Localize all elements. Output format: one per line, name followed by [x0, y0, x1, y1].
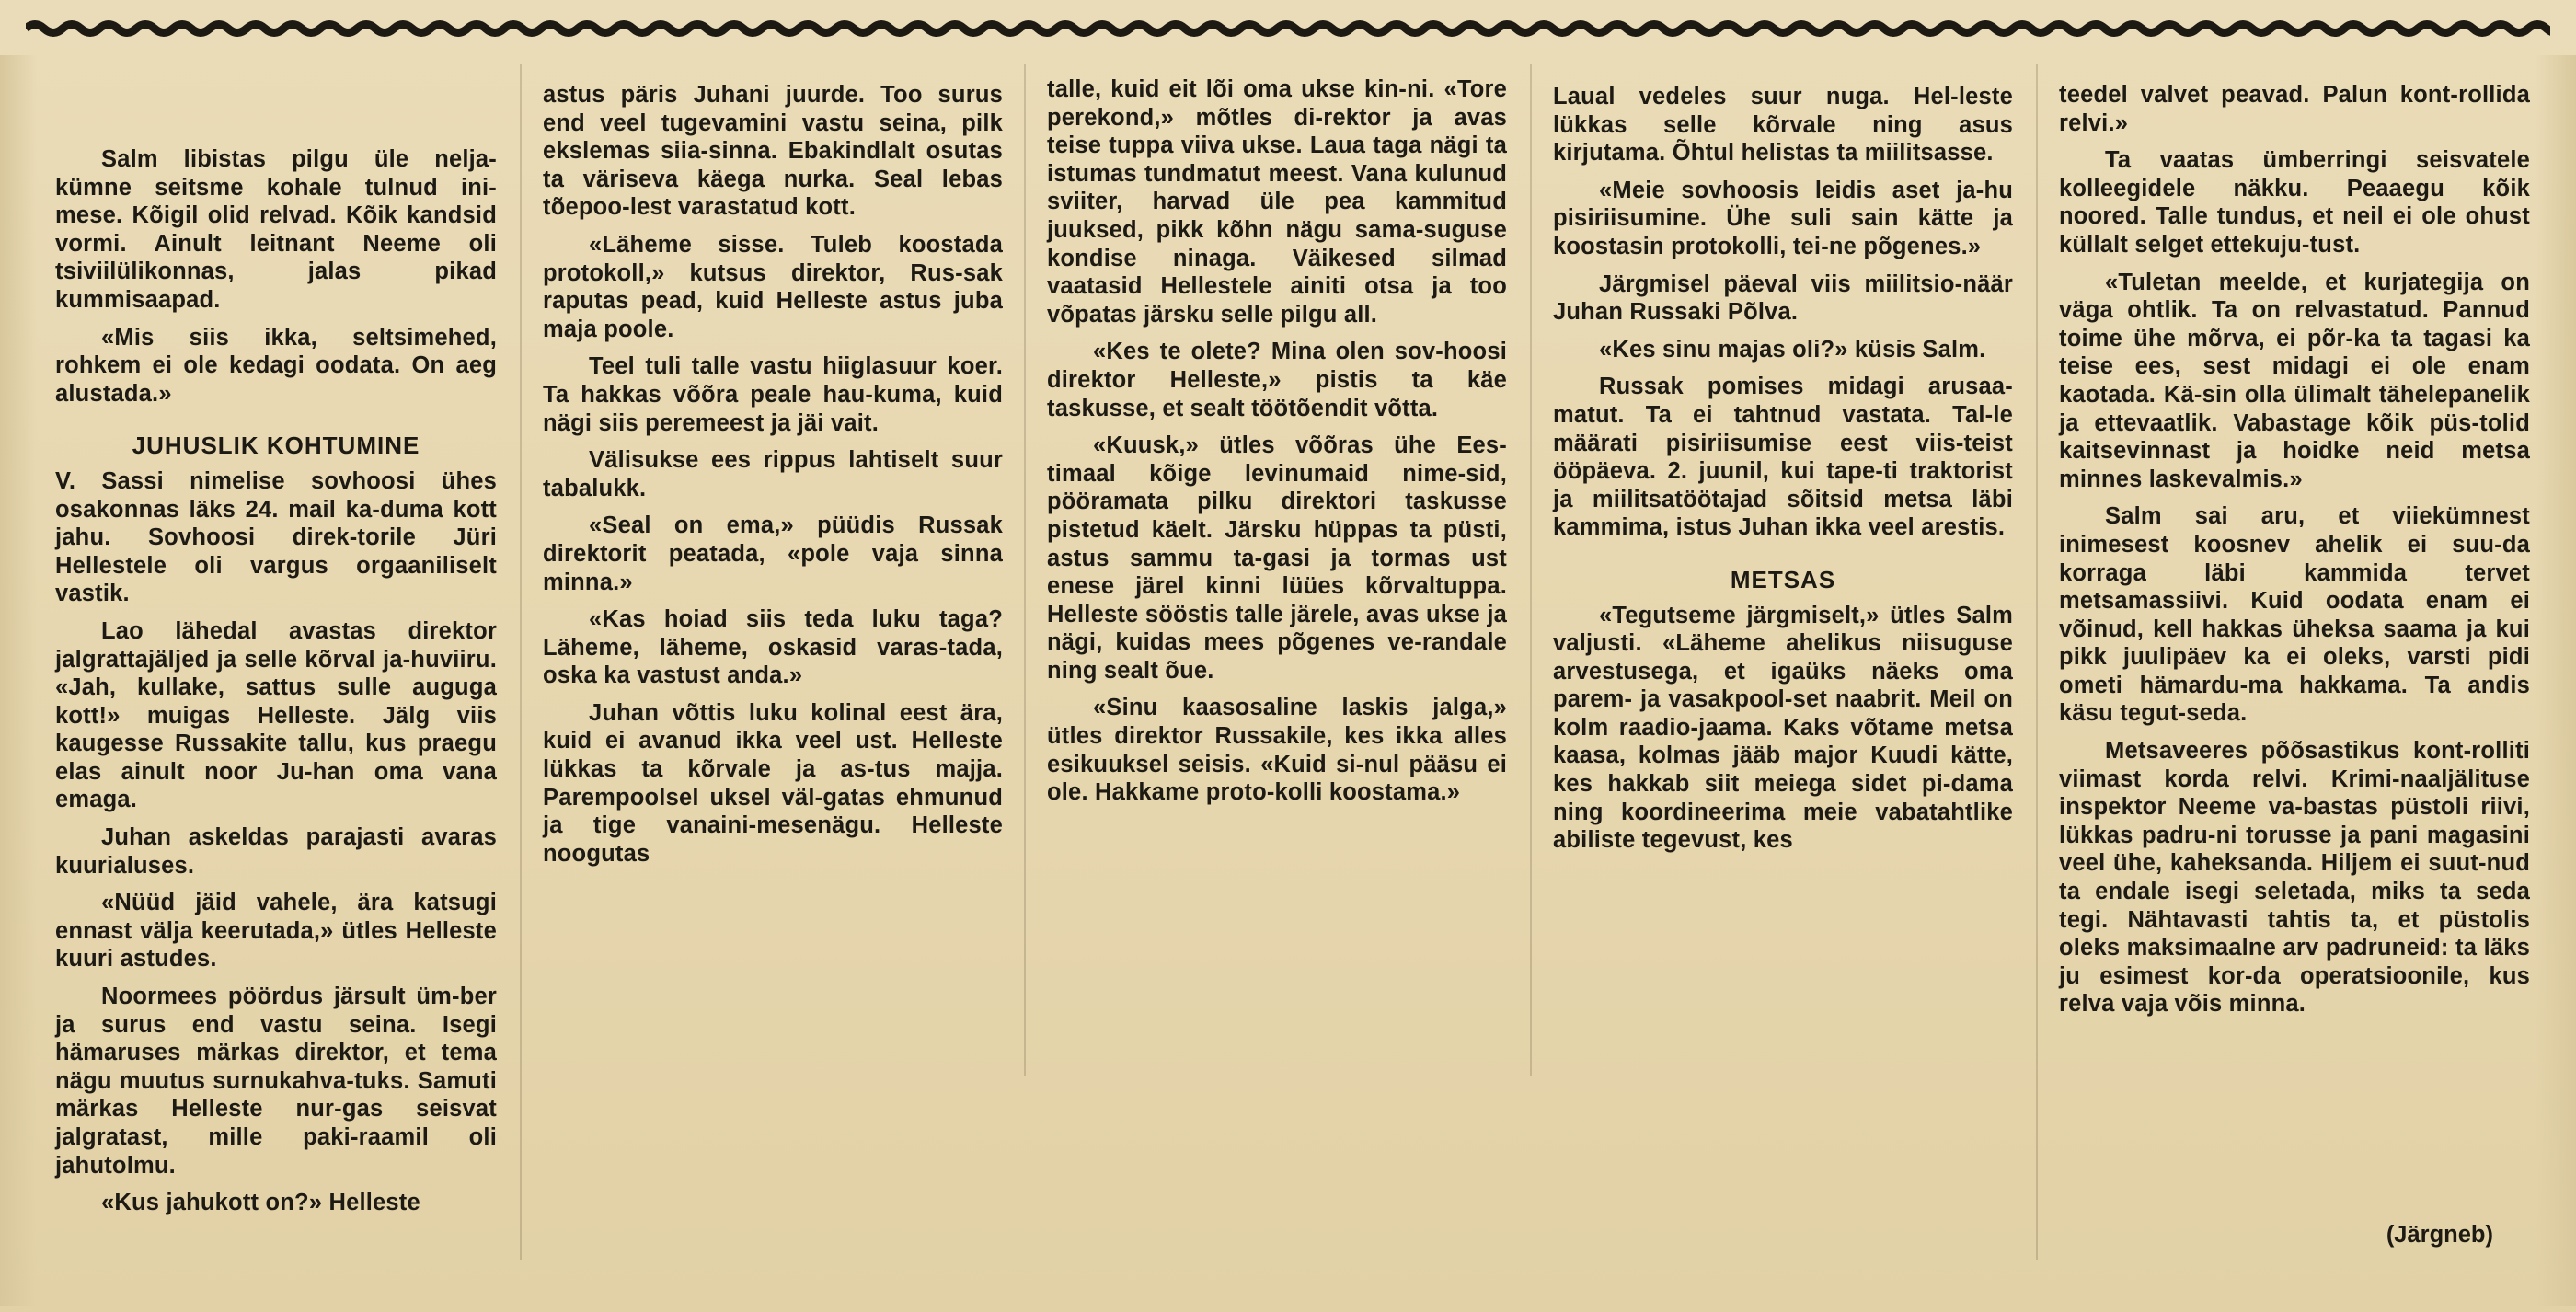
- section-heading: METSAS: [1730, 565, 1836, 593]
- decorative-wave-border: [26, 13, 2550, 44]
- paragraph: Teel tuli talle vastu hiiglasuur koer. Ta hakkas võõra peale hau-kuma, kuid nägi siis peremeest ja jäi vait.: [543, 353, 1003, 436]
- paragraph: teedel valvet peavad. Palun kont-rollida relvi.»: [2059, 82, 2530, 136]
- page-edge-left: [0, 55, 37, 1306]
- paragraph: «Kuusk,» ütles võõras ühe Ees-timaal kõige levinumaid nime-sid, pööramata pilku direktori taskusse pistetud käelt. Järsku hüppas ta püsti, astus sammu ta-gasi ja tormas ust enese järel kinni lüües kõrvaltuppa. Helleste sööstis talle järele, avas ukse ja nägi, kuidas mees põgenes ve-randale ning sealt õue.: [1047, 432, 1507, 684]
- paragraph: «Kus jahukott on?» Helleste: [101, 1190, 420, 1216]
- page-edge-right: [2536, 55, 2576, 1306]
- paragraph: Salm libistas pilgu üle nelja-kümne seitsme kohale tulnud ini-mese. Kõigil olid relvad. Kõik kandsid vormi. Ainult leitnant Neeme oli tsiviilülikonnas, jalas pikad kummisaapad.: [55, 146, 497, 313]
- paragraph: astus päris Juhani juurde. Too surus end veel tugevamini vastu seina, pilk ekslemas siia-sinna. Ebakindlalt osutas ta väriseva käega nurka. Seal lebas tõepoo-lest varastatud kott.: [543, 82, 1003, 221]
- paragraph: «Mis siis ikka, seltsimehed, rohkem ei ole kedagi oodata. On aeg alustada.»: [55, 324, 497, 407]
- paragraph: «Tegutseme järgmiselt,» ütles Salm valjusti. «Läheme ahelikus niisuguse arvestusega, et igaüks näeks oma parem- ja vasakpool-set naabrit. Meil on kolm raadio-jaama. Kaks võtame metsa kaasa, kolmas jääb major Kuudi kätte, kes hakkab siit meiega sidet pi-dama ning koordineerima meie vabatahtlike abiliste tegevust, kes: [1553, 602, 2013, 854]
- column-rule: [1024, 64, 1026, 1076]
- paragraph: Metsaveeres põõsastikus kont-rolliti viimast korda relvi. Krimi-naaljälituse inspektor Neeme va-bastas püstoli riivi, lükkas padru-ni torusse ja pani magasini veel ühe, kaheksanda. Hiljem ei suut-nud ta endale isegi seletada, miks ta seda tegi. Nähtavasti tahtis ta, et püstolis oleks maksimaalne arv padruneid: ta läks ju esimest kor-da operatsioonile, kus relva vaja võis minna.: [2059, 738, 2530, 1018]
- to-be-continued-note: (Järgneb): [2386, 1222, 2493, 1248]
- paragraph: «Kas hoiad siis teda luku taga? Läheme, läheme, oskasid varas-tada, oska ka vastust anda.»: [543, 606, 1003, 689]
- column-3: [1047, 75, 1507, 816]
- paragraph: Järgmisel päeval viis miilitsio-näär Juhan Russaki Põlva.: [1553, 270, 2013, 326]
- paragraph: Salm sai aru, et viiekümnest inimesest koosnev ahelik ei suu-da korraga läbi kammida tervet metsamassiivi. Kuid oodata enam ei võinud, kell hakkas üheksa saama ja kui pikk juulipäev ka ei oleks, varsti pidi ometi hämardu-ma hakkama. Ta andis käsu tegut-seda.: [2059, 503, 2530, 727]
- column-rule: [1530, 64, 1532, 1076]
- paragraph: «Nüüd jäid vahele, ära katsugi ennast välja keerutada,» ütles Helleste kuuri astudes.: [55, 890, 497, 972]
- column-rule: [2036, 64, 2038, 1260]
- column-5: [2059, 81, 2530, 1028]
- paragraph: Juhan võttis luku kolinal eest ära, kuid ei avanud ikka veel ust. Helleste lükkas ta kõrvale ja as-tus majja. Parempoolsel uksel väl-gatas ehmunud ja tige vanaini-mesenägu. Helleste noogutas: [543, 699, 1003, 867]
- paragraph: V. Sassi nimelise sovhoosi ühes osakonnas läks 24. mail ka-duma kott jahu. Sovhoosi direk-torile Jüri Hellestele oli vargus orgaaniliselt vastik.: [55, 467, 497, 607]
- column-rule: [520, 64, 522, 1260]
- paragraph: Ta vaatas ümberringi seisvatele kolleegidele näkku. Peaaegu kõik noored. Talle tundus, et neil ei ole ohust küllalt selget ettekuju-tust.: [2059, 147, 2530, 258]
- paragraph: «Tuletan meelde, et kurjategija on väga ohtlik. Ta on relvastatud. Pannud toime ühe mõrva, ei põr-ka ta tagasi ka teise ees, sest midagi ei ole enam kaotada. Kä-sin olla ülimalt tähelepanelik ja ettevaatlik. Vabastage kõik püs-tolid kaitsevinnast ja hoidke neid metsa minnes laskevalmis.»: [2059, 269, 2530, 492]
- paragraph: Juhan askeldas parajasti avaras kuurialuses.: [55, 824, 497, 879]
- paragraph: talle, kuid eit lõi oma ukse kin-ni. «Tore perekond,» mõtles di-rektor ja avas teise tuppa viiva ukse. Laua taga nägi ta istumas tundmatut meest. Vana kulunud sviiter, harvad üle pea kammitud juuksed, pikk kõhn nägu sama-suguse kondise ninaga. Väikesed silmad vaatasid Hellestele ainiti otsa ja too võpatas järsku selle pilgu all.: [1047, 76, 1507, 328]
- paragraph: «Kes te olete? Mina olen sov-hoosi direktor Helleste,» pistis ta käe taskusse, et sealt töötõendit võtta.: [1047, 339, 1507, 421]
- paragraph: Laual vedeles suur nuga. Hel-leste lükkas selle kõrvale ning asus kirjutama. Õhtul helistas ta miilitsasse.: [1553, 84, 2013, 167]
- paragraph: Russak pomises midagi arusaa-matut. Ta ei tahtnud vastata. Tal-le määrati pisiriisumise eest viis-teist ööpäeva. 2. juunil, kui tape-ti traktorist ja miilitsatöötajad sõitsid metsa läbi kammima, istus Juhan ikka veel arestis.: [1553, 374, 2013, 541]
- paragraph: «Meie sovhoosis leidis aset ja-hu pisiriisumine. Ühe suli sain kätte ja koostasin protokolli, tei-ne põgenes.»: [1553, 177, 2013, 259]
- paragraph: Välisukse ees rippus lahtiselt suur tabalukk.: [543, 447, 1003, 501]
- column-2: [543, 81, 1003, 877]
- paragraph: «Kes sinu majas oli?» küsis Salm.: [1599, 336, 1986, 363]
- column-1: [55, 145, 497, 1226]
- paragraph: Noormees pöördus järsult üm-ber ja surus end vastu seina. Isegi hämaruses märkas direktor, et tema nägu muutus surnukahva-tuks. Samuti märkas Helleste nur-gas seisvat jalgratast, mille paki-raamil oli jahutolmu.: [55, 984, 497, 1179]
- paragraph: Lao lähedal avastas direktor jalgrattajäljed ja selle kõrval ja-huviiru. «Jah, kullake, sattus sulle auguga kott!» muigas Helleste. Jälg viis kaugesse Russakite tallu, kus praegu elas ainult noor Ju-han oma vana emaga.: [55, 617, 497, 813]
- section-heading: JUHUSLIK KOHTUMINE: [132, 432, 420, 460]
- paragraph: «Seal on ema,» püüdis Russak direktorit peatada, «pole vaja sinna minna.»: [543, 512, 1003, 595]
- column-4: [1553, 83, 2013, 864]
- paragraph: «Sinu kaasosaline laskis jalga,» ütles direktor Russakile, kes ikka alles esikuuksel seisis. «Kuid si-nul pääsu ei ole. Hakkame proto-kolli koostama.»: [1047, 695, 1507, 806]
- paragraph: «Läheme sisse. Tuleb koostada protokoll,» kutsus direktor, Rus-sak raputas pead, kuid Helleste astus juba maja poole.: [543, 231, 1003, 342]
